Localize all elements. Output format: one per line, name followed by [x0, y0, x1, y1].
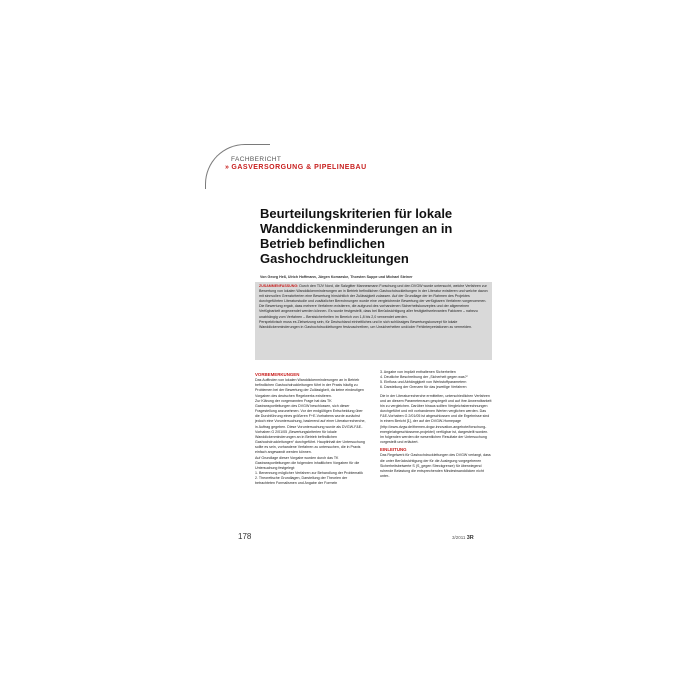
list-item: 1. Benennung möglicher Verfahren zur Behandlung der Problematik [255, 470, 363, 475]
section-name: GASVERSORGUNG & PIPELINEBAU [231, 164, 367, 171]
paragraph: Auf Grundlage dieser Vorgabe wurden durch das TK Gastransportleitungen die folgenden inhaltlichen Vorgaben für die Untersuchung festgelegt: [255, 455, 360, 470]
paragraph: Das Auffinden von lokalen Wanddickenminderungen an in Betrieb befindlichen Gashochdruckleitungen führt in der Praxis häufig zu Problemen bei der Bewertung der Zulässigkeit, da keine eindeutigen Vorgaben des deutschen Regelwerks existieren. [255, 378, 364, 398]
abstract-para: Die Bewertung ergab, dass mehrere Verfahren existieren, die aufgrund des vorhandenen Sicherheitskonzeptes und der allgemeinen Verfügbarkeit angewendet werden können. Es wurde festgestellt, dass bei Berücksichtigung aller festigkeitsrelevanten Faktoren – nahezu unabhängig vom Verfahren – Berstsicherheiten im Bereich von 1,8 bis 2,0 verwendet werden. [259, 304, 478, 319]
list-item: 2. Theoretische Grundlagen, Darstellung der Theorien der betrachteten Formalismen und Angabe der Formeln [255, 476, 348, 486]
title-line: Betrieb befindlichen [260, 236, 385, 251]
kicker-label: FACHBERICHT [231, 156, 282, 163]
issue-footer [452, 535, 474, 541]
title-line: Gashochdruckleitungen [260, 251, 409, 266]
journal-logo: 3R [466, 535, 474, 541]
title-line: Beurteilungskriterien für lokale [260, 206, 453, 221]
abstract-para: Perspektivisch muss es Zielsetzung sein, für Deutschland einheitliches und in sich schlüssiges Bewertungskonzept für lokale Wanddickenminderungen in Gashochdruckleitungen festzuschreiben, um Unsicherheiten und/oder Fehlinterpretationen zu vermeiden. [259, 319, 473, 329]
paragraph: Die in der Literaturrecherche ermittelten, unterschiedlichen Verfahren und an diesem Parameterraum gespiegelt und auf ihre Anwendbarkeit hin zu vergleichen. Darüber hinaus sollten Vergleichsberechnungen durchgeführt und mit vorhandenen Werten verglichen werden. Das F&E-Vorhaben G 2/01/05 ist abgeschlossen und die Ergebnisse sind in einem Bericht [1], der auf der DVGW-Homepage (http://www.dvgw.de/themen-dvgw-innovation-angebote/forschung-energie/abgeschlossene-projekte/) verfügbar ist, dargestellt worden. Im folgenden werden die wesentlichen Resultate der Untersuchung vorgestellt und erläutert. [380, 393, 492, 445]
abstract-box [255, 282, 492, 360]
article-title [260, 206, 485, 266]
abstract-para: ZUSAMMENFASSUNG: Durch den TÜV Nord, die Salzgitter Mannesmann Forschung und den DVGW wurde untersucht, welche Verfahren zur Bewertung von lokalen Wanddickenminderungen an in Betrieb befindlichen Gashochdruckleitungen in der Literatur existieren und welche davon mit sinnvollen Grenzkriterien eine Bewertung hinsichtlich der Zulässigkeit zulassen. Auf der Grundlage der im Rahmen des Projektes durchgeführten Literaturstudie und zusätzlicher Berechnungen wurde eine vergleichende Bewertung der verfügbaren Verfahren vorgenommen. [259, 284, 488, 304]
list-item: 3. Angabe von implizit enthaltenen Sicherheiten [380, 370, 456, 374]
chevron-right-icon: » [225, 164, 230, 171]
page-number: 178 [238, 532, 252, 541]
issue-number: 3/2011 [452, 535, 466, 540]
abstract-label: ZUSAMMENFASSUNG: [259, 284, 299, 288]
text-column-left [255, 370, 367, 486]
section-label [225, 164, 367, 171]
title-line: Wanddickenminderungen an in [260, 221, 453, 236]
text-column-right [380, 370, 492, 479]
section-heading: VORBEMERKUNGEN [255, 372, 300, 377]
list-item: 5. Einfluss und Abhängigkeit von Werkstoffparametern [380, 380, 467, 385]
paragraph: Das Regelwerk für Gashochdruckleitungen des DVGW verlangt, dass die unter Berücksichtigung der für die Auslegung vorgegebenen Sicherheitsbeiwerte S (S_gegen Streckgrenze) für überwiegend ruhende Belastung die entsprechenden Mindestwanddicken nicht unter- [380, 453, 491, 478]
paragraph: Zur Klärung der vorgenannten Frage hat das TK Gastransportleitungen des DVGW beschlossen, sich dieser Fragestellung anzunehmen. Vor der endgültigen Entscheidung über die Durchführung eines größeren F+E-Vorhabens wurde zunächst jedoch eine Voruntersuchung, basierend auf einer Literaturrecherche, in Auftrag gegeben. Diese Voruntersuchung wurde als DVGW-F&E-Vorhaben G 2/01/05 „Bewertungskriterien für lokale Wanddickenminderungen an in Betrieb befindlichen Gashochdruckleitungen“ durchgeführt. Hauptinhalt der Untersuchung sollte es sein, vorhandene Verfahren zu untersuchen, die in Praxis einfach angewandt werden können. [255, 398, 366, 455]
journal-page [205, 140, 495, 560]
authors-line: Von Georg Heß, Ulrich Hoffmann, Jürgen Komarske, Thorsten Suppe und Michael Steiner [260, 275, 413, 279]
list-item: 6. Darstellung der Grenzen für das jeweilige Verfahren [380, 385, 467, 390]
list-item: 4. Deutliche Beschreibung der „Sicherheit gegen was?“ [380, 375, 468, 380]
section-heading: EINLEITUNG [380, 447, 407, 453]
